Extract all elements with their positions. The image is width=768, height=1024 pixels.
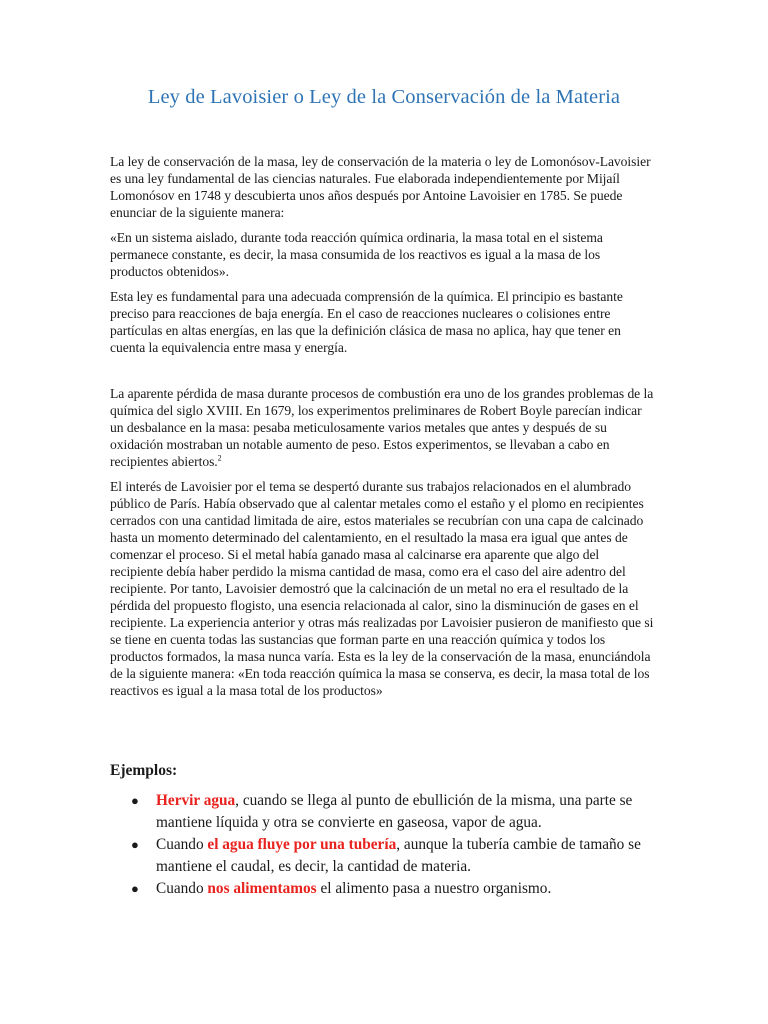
- example-highlight: el agua fluye por una tubería: [207, 836, 397, 853]
- bullet-icon: ●: [131, 837, 139, 852]
- list-item: [110, 878, 670, 900]
- list-item: [110, 790, 670, 834]
- paragraph-definition: La ley de conservación de la masa, ley de conservación de la materia o ley de Lomonósov-Lavoisier es una ley fundamental de las ciencias naturales. Fue elaborada independientemente por Mijaíl Lomonósov en 1748 y descubierta unos años después por Antoine Lavoisier en 1785. Se puede enunciar de la siguiente manera:: [110, 154, 651, 220]
- intro-section: [110, 153, 655, 364]
- bullet-icon: ●: [131, 881, 139, 896]
- paragraph-lavoisier: El interés de Lavoisier por el tema se despertó durante sus trabajos relacionados en el alumbrado público de París. Había observado que al calentar metales como el estaño y el plomo en recipientes cerrados con una cantidad limitada de aire, estos materiales se recubrían con una capa de calcinado hasta un momento determinado del calentamiento, en el resultado la masa era igual que antes de comenzar el proceso. Si el metal había ganado masa al calcinarse era aparente que algo del recipiente debía haber perdido la misma cantidad de masa, como era el caso del aire adentro del recipiente. Por tanto, Lavoisier demostró que la calcinación de un metal no era el resultado de la pérdida del propuesto flogisto, una esencia relacionada al calor, sino la disminución de gases en el recipiente. La experiencia anterior y otras más realizadas por Lavoisier pusieron de manifiesto que si se tiene en cuenta todas las sustancias que forman parte en una reacción química y todos los productos formados, la masa nunca varía. Esta es la ley de la conservación de la masa, enunciándola de la siguiente manera: «En toda reacción química la masa se conserva, es decir, la masa total de los reactivos es igual a la masa total de los productos»: [110, 479, 654, 698]
- example-prefix: Cuando: [156, 880, 208, 897]
- examples-heading: Ejemplos:: [110, 762, 178, 779]
- example-prefix: Cuando: [156, 836, 208, 853]
- history-section: [110, 385, 655, 707]
- list-item: [110, 834, 670, 878]
- paragraph-statement: «En un sistema aislado, durante toda reacción química ordinaria, la masa total en el sistema permanece constante, es decir, la masa consumida de los reactivos es igual a la masa de los productos obtenidos».: [110, 230, 603, 279]
- examples-list: [110, 790, 670, 900]
- example-text: , cuando se llega al punto de ebullición de la misma, una parte se mantiene líquida y otra se convierte en gaseosa, vapor de agua.: [156, 792, 633, 831]
- paragraph-boyle: [110, 385, 655, 470]
- page-title: Ley de Lavoisier o Ley de la Conservación de la Materia: [147, 86, 621, 108]
- footnote-mark: 2: [217, 453, 222, 463]
- example-highlight: nos alimentamos: [207, 880, 317, 897]
- bullet-icon: ●: [131, 793, 139, 808]
- example-text: el alimento pasa a nuestro organismo.: [316, 880, 552, 897]
- paragraph-boyle-text: La aparente pérdida de masa durante procesos de combustión era uno de los grandes problemas de la química del siglo XVIII. En 1679, los experimentos preliminares de Robert Boyle parecían indicar un desbalance en la masa: pesaba meticulosamente varios metales que antes y después de su oxidación mostraban un notable aumento de peso. Estos experimentos, se llevaban a cabo en recipientes abiertos.: [110, 386, 654, 469]
- example-highlight: Hervir agua: [156, 792, 236, 809]
- example-text: , aunque la tubería cambie de tamaño se mantiene el caudal, es decir, la cantidad de materia.: [156, 836, 641, 875]
- paragraph-importance: Esta ley es fundamental para una adecuada comprensión de la química. El principio es bastante preciso para reacciones de baja energía. En el caso de reacciones nucleares o colisiones entre partículas en altas energías, en las que la definición clásica de masa no aplica, hay que tener en cuenta la equivalencia entre masa y energía.: [110, 289, 623, 355]
